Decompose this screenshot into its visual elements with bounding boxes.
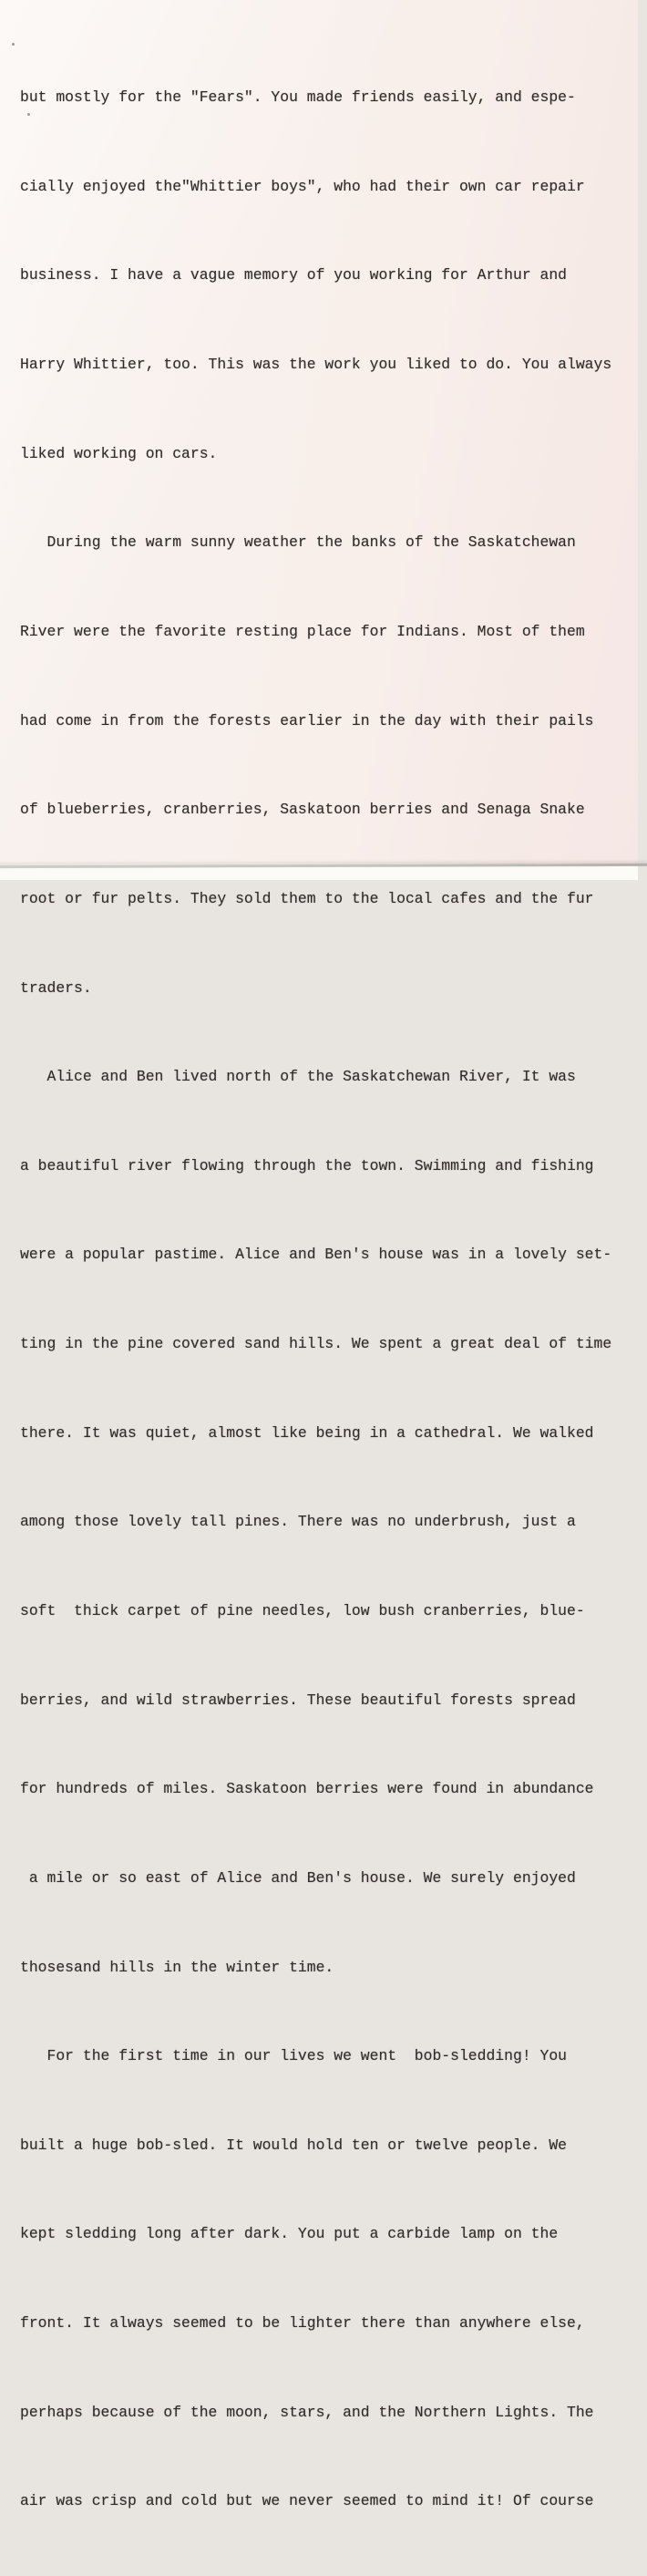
text-line: but mostly for the "Fears". You made friends easily, and espe-	[20, 88, 576, 107]
text-line: a mile or so east of Alice and Ben's house. We surely enjoyed	[20, 1868, 576, 1887]
text-line: kept sledding long after dark. You put a carbide lamp on the	[20, 2225, 559, 2243]
page-text	[20, 24, 638, 2576]
text-line: for hundreds of miles. Saskatoon berries were found in abundance	[20, 1780, 594, 1798]
scan-speck	[12, 43, 15, 46]
text-line: a beautiful river flowing through the town. Swimming and fishing	[20, 1156, 594, 1174]
scan-bottom-edge	[0, 864, 638, 880]
text-line: berries, and wild strawberries. These beautiful forests spread	[20, 1691, 576, 1709]
text-line: were a popular pastime. Alice and Ben's house was in a lovely set-	[20, 1246, 612, 1264]
text-line: front. It always seemed to be lighter there than anywhere else,	[20, 2314, 585, 2333]
text-line: cially enjoyed the"Whittier boys", who had their own car repair	[20, 177, 585, 195]
text-line: For the first time in our lives we went bob-sledding! You	[20, 2047, 567, 2065]
text-line: ting in the pine covered sand hills. We spent a great deal of time	[20, 1335, 612, 1353]
text-line: root or fur pelts. They sold them to the local cafes and the fur	[20, 889, 594, 907]
text-line: air was crisp and cold but we never seemed to mind it! Of course	[20, 2492, 594, 2510]
text-line: thosesand hills in the winter time.	[20, 1958, 334, 1976]
text-line: Harry Whittier, too. This was the work you liked to do. You always	[20, 356, 612, 374]
paper-edge-line	[0, 864, 647, 868]
text-line: there. It was quiet, almost like being in a cathedral. We walked	[20, 1423, 594, 1442]
text-line: built a huge bob-sled. It would hold ten or twelve people. We	[20, 2136, 567, 2154]
text-line: had come in from the forests earlier in the day with their pails	[20, 711, 594, 729]
text-line: Alice and Ben lived north of the Saskatchewan River, It was	[20, 1068, 576, 1086]
text-line: business. I have a vague memory of you working for Arthur and	[20, 266, 567, 284]
text-line: traders.	[20, 978, 92, 997]
text-line: among those lovely tall pines. There was no underbrush, just a	[20, 1513, 576, 1531]
text-line: perhaps because of the moon, stars, and the Northern Lights. The	[20, 2403, 594, 2421]
text-line: liked working on cars.	[20, 444, 218, 462]
text-line: During the warm sunny weather the banks of the Saskatchewan	[20, 533, 576, 552]
text-line: soft thick carpet of pine needles, low bush cranberries, blue-	[20, 1601, 585, 1619]
text-line: of blueberries, cranberries, Saskatoon berries and Senaga Snake	[20, 801, 585, 819]
text-line: River were the favorite resting place for Indians. Most of them	[20, 622, 585, 640]
